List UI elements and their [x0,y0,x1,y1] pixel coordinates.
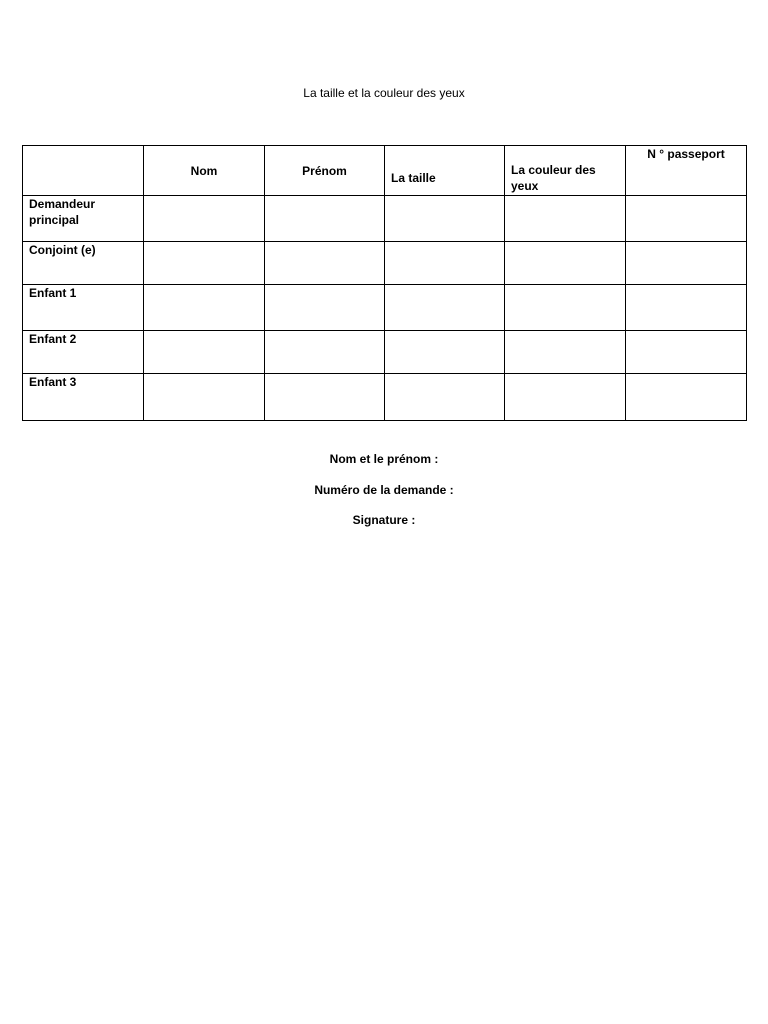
cell-taille[interactable] [385,374,505,421]
row-label-conjoint: Conjoint (e) [23,242,144,285]
row-label-demandeur: Demandeur principal [23,196,144,242]
cell-prenom[interactable] [265,374,385,421]
header-couleur-yeux: La couleur des yeux [505,146,626,196]
header-passeport: N ° passeport [626,146,747,196]
cell-taille[interactable] [385,242,505,285]
cell-nom[interactable] [144,331,265,374]
cell-couleur[interactable] [505,374,626,421]
table-row [23,285,747,331]
cell-prenom[interactable] [265,285,385,331]
row-label-enfant-1: Enfant 1 [23,285,144,331]
cell-couleur[interactable] [505,196,626,242]
header-nom: Nom [144,146,265,196]
cell-passeport[interactable] [626,331,747,374]
cell-nom[interactable] [144,196,265,242]
table-row [23,374,747,421]
cell-couleur[interactable] [505,285,626,331]
cell-taille[interactable] [385,331,505,374]
row-label-enfant-3: Enfant 3 [23,374,144,421]
table-row [23,196,747,242]
family-info-table [22,145,747,421]
header-taille: La taille [385,146,505,196]
cell-couleur[interactable] [505,331,626,374]
row-label-enfant-2: Enfant 2 [23,331,144,374]
name-field-label: Nom et le prénom : [329,452,439,466]
cell-passeport[interactable] [626,196,747,242]
cell-prenom[interactable] [265,242,385,285]
header-empty-cell [23,146,144,196]
cell-nom[interactable] [144,242,265,285]
cell-taille[interactable] [385,196,505,242]
table-row [23,242,747,285]
table-header-row [23,146,747,196]
header-prenom: Prénom [265,146,385,196]
cell-passeport[interactable] [626,242,747,285]
cell-nom[interactable] [144,374,265,421]
cell-passeport[interactable] [626,285,747,331]
document-title: La taille et la couleur des yeux [303,86,465,100]
cell-taille[interactable] [385,285,505,331]
request-number-label: Numéro de la demande : [314,483,454,497]
cell-prenom[interactable] [265,196,385,242]
cell-nom[interactable] [144,285,265,331]
cell-passeport[interactable] [626,374,747,421]
cell-couleur[interactable] [505,242,626,285]
table-row [23,331,747,374]
cell-prenom[interactable] [265,331,385,374]
signature-label: Signature : [352,513,416,527]
